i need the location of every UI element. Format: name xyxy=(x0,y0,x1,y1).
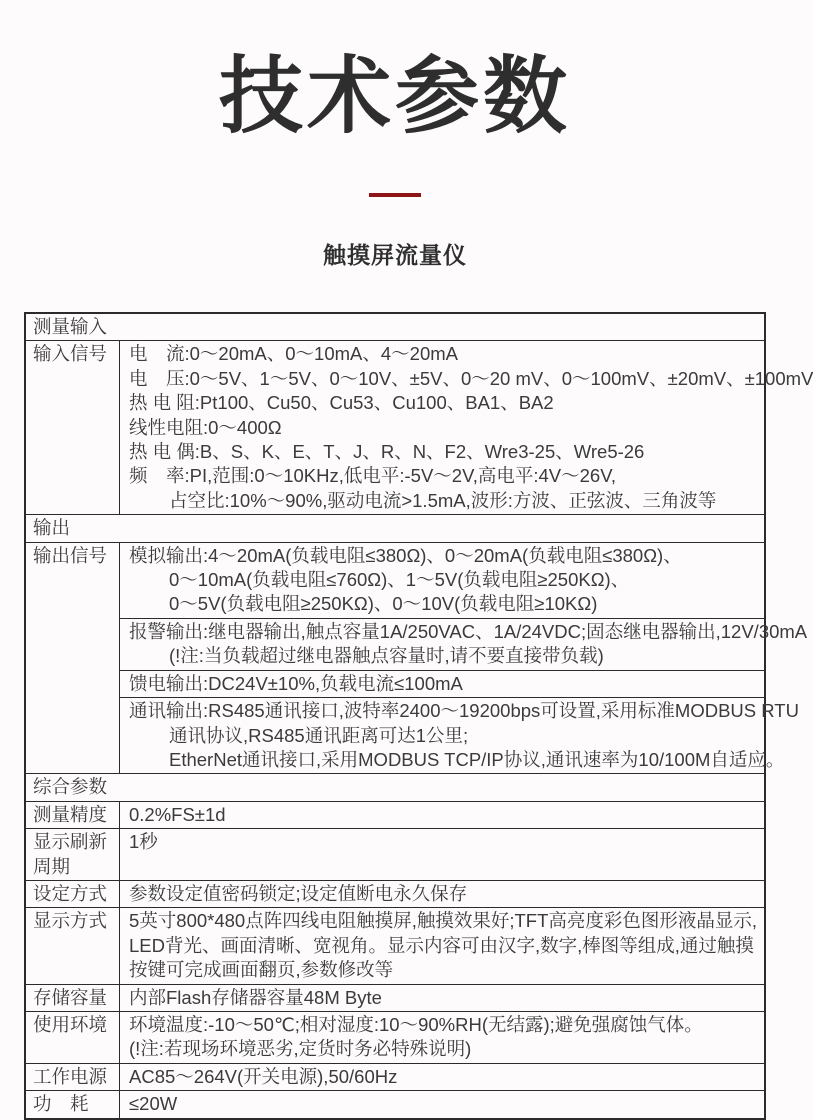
cell-feed-output xyxy=(120,670,764,697)
spec-line: 频 率:PI,范围:0～10KHz,低电平:-5V～2V,高电平:4V～26V, xyxy=(129,465,616,487)
spec-line: 按键可完成画面翻页,参数修改等 xyxy=(129,959,394,981)
row-label-refresh-period: 显示刷新周期 xyxy=(26,829,120,880)
page-title: 技术参数 xyxy=(218,49,571,143)
row-content xyxy=(120,802,764,828)
spec-line: 模拟输出:4～20mA(负载电阻≤380Ω)、0～20mA(负载电阻≤380Ω)、 xyxy=(129,544,682,566)
spec-line: 0.2%FS±1d xyxy=(129,803,226,825)
row-label-power-supply: 工作电源 xyxy=(26,1064,120,1090)
row-label-setting-mode: 设定方式 xyxy=(26,881,120,907)
spec-line: 电 流:0～20mA、0～10mA、4～20mA xyxy=(129,343,458,365)
spec-line: (!注:当负载超过继电器触点容量时,请不要直接带负载) xyxy=(169,645,604,667)
spec-line: EtherNet通讯接口,采用MODBUS TCP/IP协议,通讯速率为10/100M自适应。 xyxy=(169,748,785,770)
table-row xyxy=(26,801,764,828)
spec-line: 内部Flash存储器容量48M Byte xyxy=(129,986,382,1008)
spec-line: 0～10mA(负载电阻≤760Ω)、1～5V(负载电阻≥250KΩ)、 xyxy=(169,569,630,591)
table-row xyxy=(26,1063,764,1090)
spec-line: (!注:若现场环境恶劣,定货时务必特殊说明) xyxy=(129,1038,472,1060)
spec-line: 占空比:10%～90%,驱动电流>1.5mA,波形:方波、正弦波、三角波等 xyxy=(169,489,717,511)
spec-line: 热 电 阻:Pt100、Cu50、Cu53、Cu100、BA1、BA2 xyxy=(129,392,554,414)
spec-line: 馈电输出:DC24V±10%,负载电流≤100mA xyxy=(129,672,463,694)
spec-line: 参数设定值密码锁定;设定值断电永久保存 xyxy=(129,882,468,904)
row-content xyxy=(120,881,764,907)
spec-line: 报警输出:继电器输出,触点容量1A/250VAC、1A/24VDC;固态继电器输出,12V/30mA xyxy=(129,620,808,642)
row-content xyxy=(120,985,764,1011)
spec-line: 通讯输出:RS485通讯接口,波特率2400～19200bps可设置,采用标准MODBUS RTU xyxy=(129,700,799,722)
spec-line: AC85～264V(开关电源),50/60Hz xyxy=(129,1065,398,1087)
table-row xyxy=(26,1011,764,1063)
row-label-storage: 存储容量 xyxy=(26,985,120,1011)
table-row xyxy=(26,340,813,514)
spec-line: 0～5V(负载电阻≥250KΩ)、0～10V(负载电阻≥10KΩ) xyxy=(169,593,598,615)
row-content xyxy=(120,1091,764,1117)
product-subtitle: 触摸屏流量仪 xyxy=(323,242,467,268)
row-label-display-mode: 显示方式 xyxy=(26,908,120,983)
section-header-output: 输出 xyxy=(26,514,764,541)
table-row xyxy=(26,880,764,907)
cell-setting-mode xyxy=(120,881,764,907)
row-content xyxy=(120,543,808,774)
section-header-general-params: 综合参数 xyxy=(26,773,764,800)
spec-line: 5英寸800*480点阵四线电阻触摸屏,触摸效果好;TFT高亮度彩色图形液晶显示, xyxy=(129,910,758,932)
spec-line: 1秒 xyxy=(129,831,158,853)
spec-line: 热 电 偶:B、S、K、E、T、J、R、N、F2、Wre3-25、Wre5-26 xyxy=(129,441,645,463)
cell-accuracy xyxy=(120,802,764,828)
spec-line: 环境温度:-10～50℃;相对湿度:10～90%RH(无结露);避免强腐蚀气体。 xyxy=(129,1013,703,1035)
row-content xyxy=(120,1064,764,1090)
table-row xyxy=(26,907,764,983)
section-header-measure-input: 测量输入 xyxy=(33,316,108,337)
cell-analog-output xyxy=(120,543,764,618)
table-row xyxy=(26,984,764,1011)
cell-display-mode xyxy=(120,908,764,983)
table-row xyxy=(26,542,808,774)
cell-power-supply xyxy=(120,1064,764,1090)
cell-environment xyxy=(120,1012,764,1063)
cell-refresh-period xyxy=(120,829,764,855)
cell-comm-output xyxy=(120,697,799,773)
row-label-input-signal: 输入信号 xyxy=(26,341,120,514)
title-divider xyxy=(369,193,421,197)
cell-alarm-output xyxy=(120,618,808,670)
spec-line: ≤20W xyxy=(129,1093,178,1115)
table-row xyxy=(26,1090,764,1117)
row-content xyxy=(120,829,764,880)
row-label-environment: 使用环境 xyxy=(26,1012,120,1063)
row-content xyxy=(120,1012,764,1063)
spec-line: 通讯协议,RS485通讯距离可达1公里; xyxy=(169,724,469,746)
cell-power-consumption xyxy=(120,1091,764,1117)
spec-line: 线性电阻:0～400Ω xyxy=(129,416,282,438)
row-content xyxy=(120,908,764,983)
spec-table xyxy=(24,312,813,1120)
row-label-output-signal: 输出信号 xyxy=(26,543,120,774)
cell-input-signal xyxy=(120,341,813,514)
row-label-power-consumption: 功 耗 xyxy=(26,1091,120,1117)
cell-storage xyxy=(120,985,764,1011)
row-label-accuracy: 测量精度 xyxy=(26,802,120,828)
spec-line: LED背光、画面清晰、宽视角。显示内容可由汉字,数字,棒图等组成,通过触摸 xyxy=(129,934,754,956)
table-row xyxy=(26,828,764,880)
row-content xyxy=(120,341,813,514)
spec-line: 电 压:0～5V、1～5V、0～10V、±5V、0～20 mV、0～100mV、±20mV、±100mV xyxy=(129,367,813,389)
